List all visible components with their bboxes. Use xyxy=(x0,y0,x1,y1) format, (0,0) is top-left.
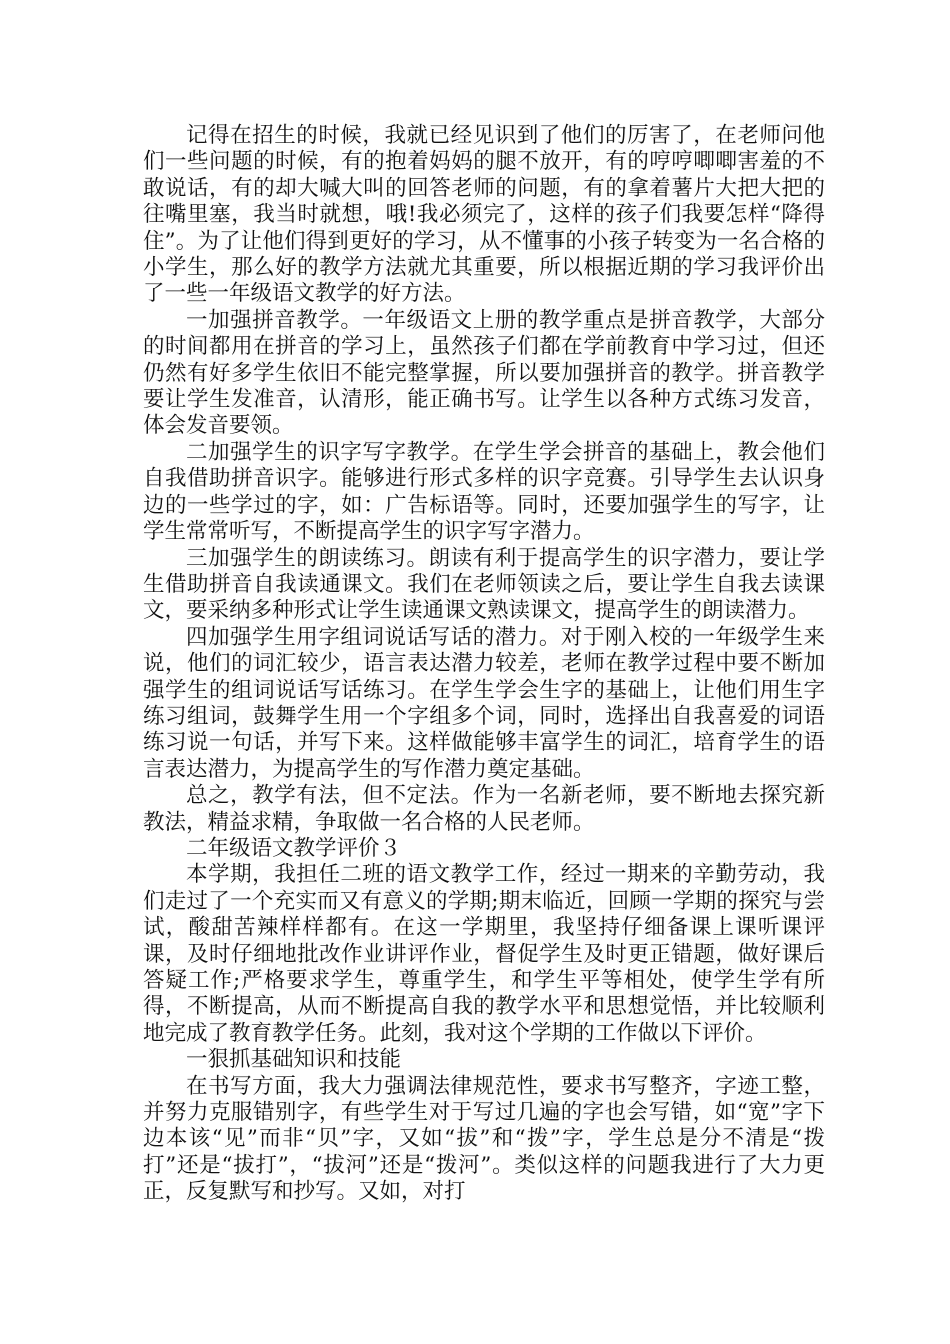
paragraph-summary: 总之，教学有法，但不定法。作为一名新老师，要不断地去探究新教法，精益求精，争取做一名合格的人民老师。 xyxy=(143,783,825,835)
subheading-basics: 一狠抓基础知识和技能 xyxy=(186,1047,402,1073)
section-heading: 二年级语文教学评价３ xyxy=(186,835,402,861)
paragraph-intro: 记得在招生的时候，我就已经见识到了他们的厉害了，在老师问他们一些问题的时候，有的抱着妈妈的腿不放开，有的哼哼唧唧害羞的不敢说话，有的却大喊大叫的回答老师的问题，有的拿着薯片大把大把的往嘴里塞，我当时就想，哦!我必须完了，这样的孩子们我要怎样“降得住”。为了让他们得到更好的学习，从不懂事的小孩子转变为一名合格的小学生，那么好的教学方法就尤其重要，所以根据近期的学习我评价出了一些一年级语文教学的好方法。 xyxy=(143,123,825,307)
paragraph-reading-practice: 三加强学生的朗读练习。朗读有利于提高学生的识字潜力，要让学生借助拼音自我读通课文。我们在老师领读之后，要让学生自我去读课文，要采纳多种形式让学生读通课文熟读课文，提高学生的朗读潜力。 xyxy=(143,545,825,624)
paragraph-writing: 在书写方面，我大力强调法律规范性，要求书写整齐，字迹工整，并努力克服错别字，有些学生对于写过几遍的字也会写错，如“宽”字下边本该“见”而非“贝”字，又如“拔”和“拨”字，学生总是分不清是“拨打”还是“拔打”，“拔河”还是“拨河”。类似这样的问题我进行了大力更正，反复默写和抄写。又如，对打 xyxy=(143,1073,825,1205)
paragraph-semester-review: 本学期，我担任二班的语文教学工作，经过一期来的辛勤劳动，我们走过了一个充实而又有意义的学期;期末临近，回顾一学期的探究与尝试，酸甜苦辣样样都有。在这一学期里，我坚持仔细备课上课听课评课，及时仔细地批改作业讲评作业，督促学生及时更正错题，做好课后答疑工作;严格要求学生，尊重学生，和学生平等相处，使学生学有所得，不断提高，从而不断提高自我的教学水平和思想觉悟，并比较顺利地完成了教育教学任务。此刻，我对这个学期的工作做以下评价。 xyxy=(143,862,825,1046)
paragraph-word-sentence: 四加强学生用字组词说话写话的潜力。对于刚入校的一年级学生来说，他们的词汇较少，语言表达潜力较差，老师在教学过程中要不断加强学生的组词说话写话练习。在学生学会生字的基础上，让他们用生字练习组词，鼓舞学生用一个字组多个词，同时，选择出自我喜爱的词语练习说一句话，并写下来。这样做能够丰富学生的词汇，培育学生的语言表达潜力，为提高学生的写作潜力奠定基础。 xyxy=(143,624,825,782)
document-page xyxy=(143,123,825,1206)
paragraph-pinyin-teaching: 一加强拼音教学。一年级语文上册的教学重点是拼音教学，大部分的时间都用在拼音的学习上，虽然孩子们都在学前教育中学习过，但还仍然有好多学生依旧不能完整掌握，所以要加强拼音的教学。拼音教学要让学生发准音，认清形，能正确书写。让学生以各种方式练习发音，体会发音要领。 xyxy=(143,307,825,439)
paragraph-character-writing: 二加强学生的识字写字教学。在学生学会拼音的基础上，教会他们自我借助拼音识字。能够进行形式多样的识字竞赛。引导学生去认识身边的一些学过的字，如：广告标语等。同时，还要加强学生的写字，让学生常常听写，不断提高学生的识字写字潜力。 xyxy=(143,439,825,545)
